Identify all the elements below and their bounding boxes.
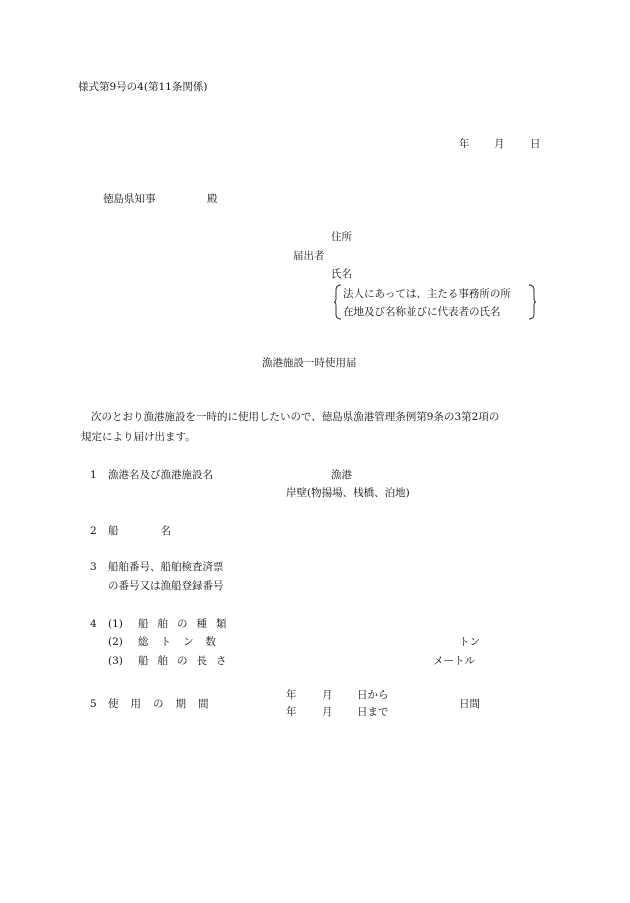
form-number: 様式第9号の4(第11条関係) (78, 81, 208, 93)
item-4-sub2-label: 総トン数 (138, 636, 228, 648)
item-4-sub1-number: (1) (108, 618, 123, 630)
applicant-label: 届出者 (293, 250, 325, 262)
item-5-to-day: 日まで (357, 706, 389, 718)
item-1-facility-label: 岸壁(物揚場、桟橋、泊地) (286, 487, 410, 499)
item-4-sub2-number: (2) (108, 636, 123, 648)
item-2-number: 2 (90, 525, 97, 537)
item-4-sub3-number: (3) (108, 655, 123, 667)
item-4-number: 4 (90, 618, 97, 630)
item-1-number: 1 (90, 469, 97, 481)
item-3-label-line2: の番号又は漁船登録番号 (108, 580, 224, 592)
item-4-sub1-label: 船舶の種類 (138, 618, 236, 630)
corporate-note-line1: 法人にあっては、主たる事務所の所 (343, 288, 511, 300)
item-3-label-line1: 船舶番号、船舶検査済票 (108, 561, 224, 573)
addressee-honorific: 殿 (207, 193, 218, 205)
item-5-from-day: 日から (357, 689, 389, 701)
corporate-note (334, 284, 536, 320)
item-5-to-year: 年 (286, 706, 297, 718)
document-title: 漁港施設一時使用届 (262, 357, 357, 369)
item-5-to-month: 月 (322, 706, 333, 718)
item-4-sub3-label: 船舶の長さ (138, 655, 236, 667)
date-month-label: 月 (494, 138, 505, 150)
item-1-port-label: 漁港 (331, 469, 352, 481)
name-label: 氏名 (331, 268, 352, 280)
item-5-from-month: 月 (322, 689, 333, 701)
address-label: 住所 (331, 231, 352, 243)
item-3-number: 3 (90, 561, 97, 573)
corporate-note-line2: 在地及び名称並びに代表者の氏名 (343, 306, 501, 318)
item-1-label: 漁港名及び漁港施設名 (108, 469, 213, 481)
addressee-name: 徳島県知事 (103, 193, 156, 205)
item-4-sub2-unit: トン (459, 636, 480, 648)
date-year-label: 年 (459, 138, 470, 150)
item-2-label: 船 名 (108, 525, 171, 537)
body-line2: 規定により届け出ます。 (81, 431, 196, 443)
body-line1: 次のとおり漁港施設を一時的に使用したいので、徳島県漁港管理条例第9条の3第2項の (91, 411, 500, 423)
item-4-sub3-unit: メートル (433, 655, 475, 667)
item-5-label: 使用の期間 (108, 698, 221, 710)
item-5-number: 5 (90, 698, 97, 710)
item-5-from-year: 年 (286, 689, 297, 701)
item-5-days: 日間 (459, 698, 480, 710)
date-day-label: 日 (530, 138, 541, 150)
